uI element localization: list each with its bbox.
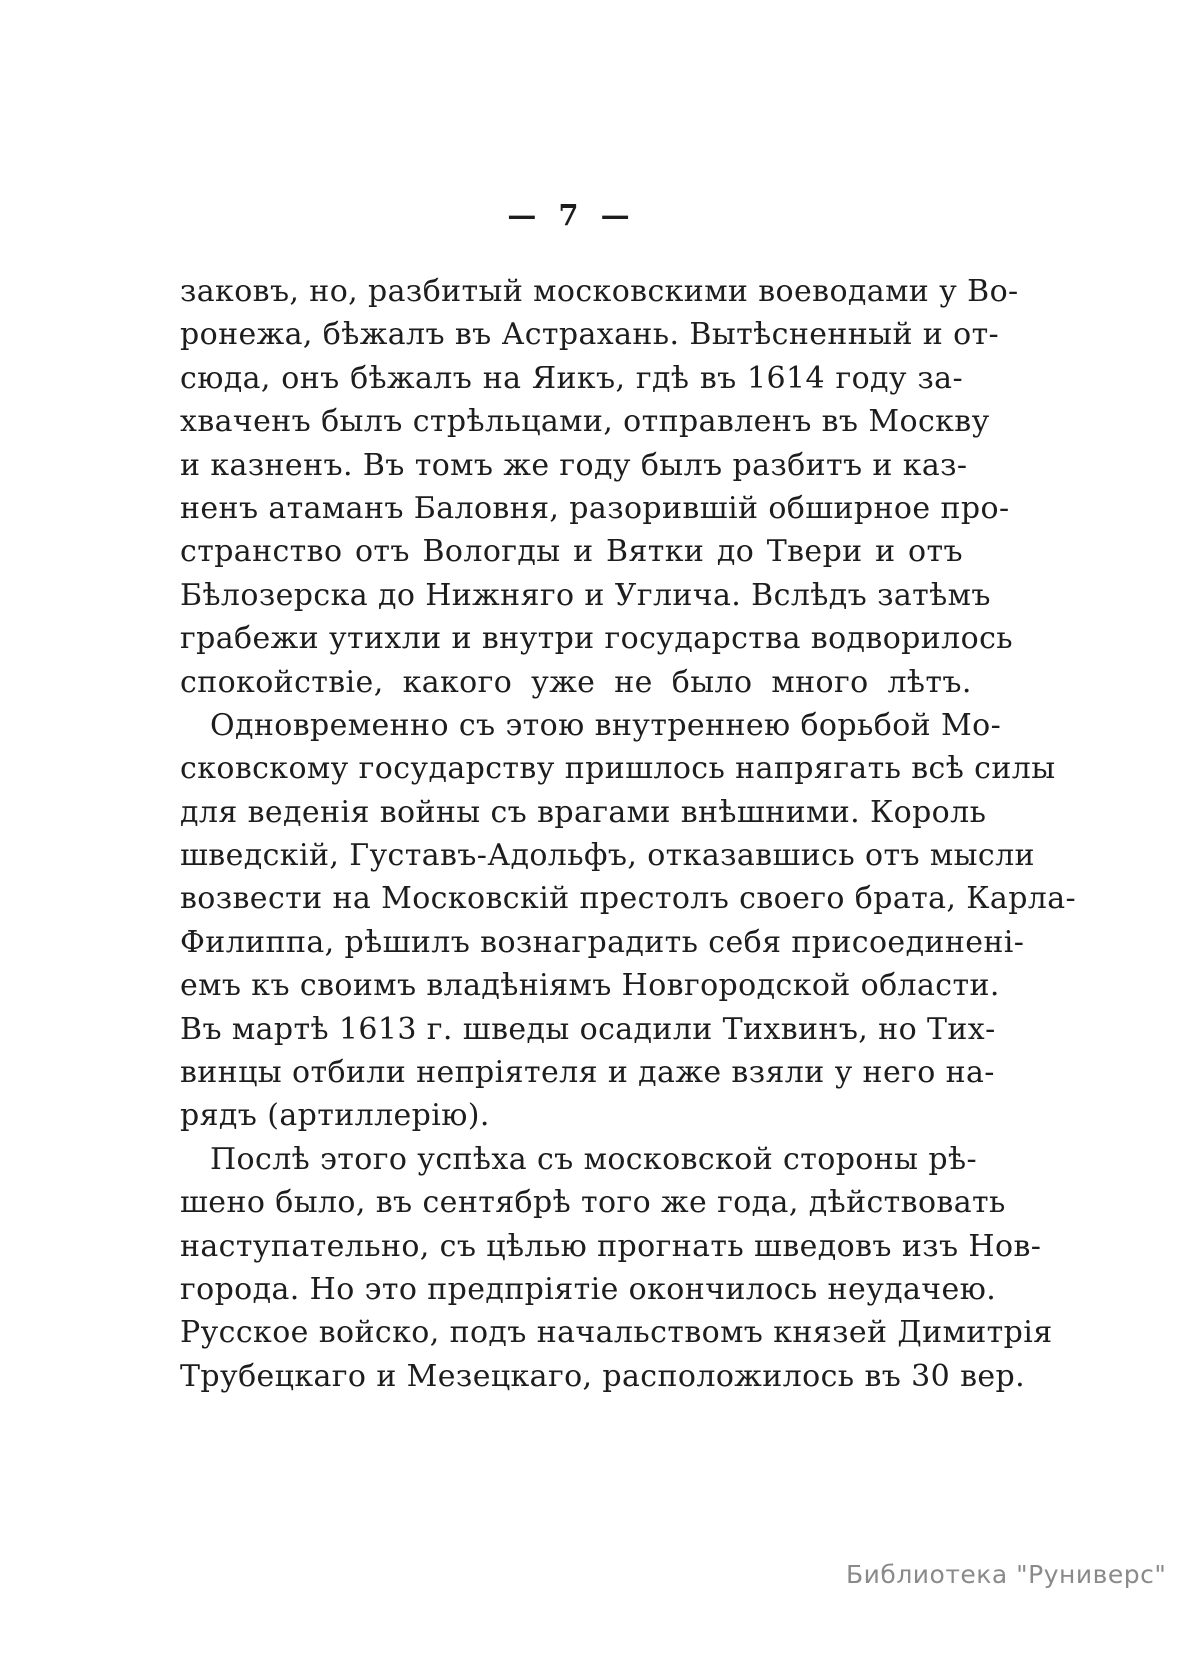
text-line: для веденія войны съ врагами внѣшними. Король xyxy=(180,794,987,830)
text-line: грабежи утихли и внутри государства водворилось xyxy=(180,621,1014,657)
text-line: странство отъ Вологды и Вятки до Твери и отъ xyxy=(180,534,963,570)
text-line: Филиппа, рѣшилъ вознаградить себя присоединені- xyxy=(180,924,1025,960)
text-line: ронежа, бѣжалъ въ Астрахань. Вытѣсненный и от- xyxy=(180,317,1000,353)
paragraph xyxy=(180,704,1077,1138)
text-line: спокойствіе, какого уже не было много лѣтъ. xyxy=(180,664,972,700)
text-line: Послѣ этого успѣха съ московской стороны рѣ- xyxy=(210,1141,977,1177)
text-line: Русское войско, подъ начальствомъ князей Димитрія xyxy=(180,1315,1053,1351)
page-text xyxy=(180,270,1077,1398)
text-line: Бѣлозерска до Нижняго и Углича. Вслѣдъ затѣмъ xyxy=(180,577,991,613)
text-line: шено было, въ сентябрѣ того же года, дѣйствовать xyxy=(180,1185,1006,1221)
text-line: винцы отбили непріятеля и даже взяли у него на- xyxy=(180,1055,995,1091)
text-line: возвести на Московскій престолъ своего брата, Карла- xyxy=(180,881,1077,917)
page-number: — 7 — xyxy=(507,198,636,232)
library-watermark: Библиотека "Руниверс" xyxy=(846,1560,1167,1589)
text-line: шведскій, Густавъ-Адольфъ, отказавшись отъ мысли xyxy=(180,838,1035,874)
text-line: рядъ (артиллерію). xyxy=(180,1098,490,1134)
text-line: сковскому государству пришлось напрягать всѣ силы xyxy=(180,751,1056,787)
text-line: Одновременно съ этою внутреннею борьбой Мо- xyxy=(210,707,1002,743)
text-line: заковъ, но, разбитый московскими воеводами у Во- xyxy=(180,274,1019,309)
text-line: и казненъ. Въ томъ же году былъ разбитъ и каз- xyxy=(180,447,968,483)
paragraph xyxy=(180,1138,1053,1398)
text-line: наступательно, съ цѣлью прогнать шведовъ изъ Нов- xyxy=(180,1228,1042,1264)
text-line: хваченъ былъ стрѣльцами, отправленъ въ Москву xyxy=(180,404,990,440)
text-line: Въ мартѣ 1613 г. шведы осадили Тихвинъ, но Тих- xyxy=(180,1011,996,1047)
text-line: ненъ атаманъ Баловня, разорившій обширное про- xyxy=(180,490,1010,526)
text-line: Трубецкаго и Мезецкаго, расположилось въ 30 вер. xyxy=(180,1358,1026,1394)
text-line: сюда, онъ бѣжалъ на Яикъ, гдѣ въ 1614 году за- xyxy=(180,360,963,396)
text-line: города. Но это предпріятіе окончилось неудачею. xyxy=(180,1271,997,1307)
paragraph xyxy=(180,270,1019,704)
text-line: емъ къ своимъ владѣніямъ Новгородской области. xyxy=(180,968,1000,1004)
